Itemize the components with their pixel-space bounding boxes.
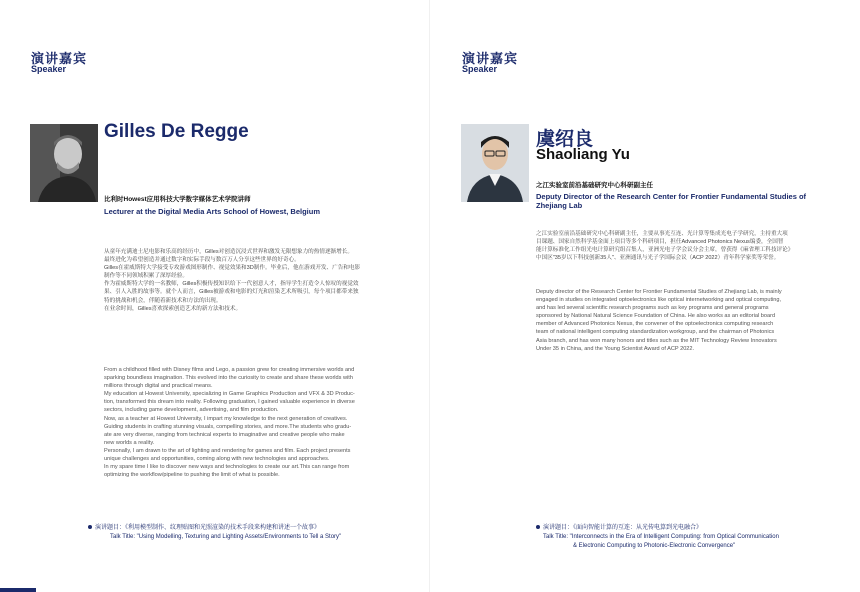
bio-zh-line: 之江实验室前沿基础研究中心科研副主任，主要从事光互连、光计算等集成光电子学研究，主持重大项	[536, 231, 788, 237]
section-title-zh: 演讲嘉宾	[462, 51, 519, 66]
bio-en-line: and has led several scientific research programs such as key programs and general programs	[536, 305, 769, 312]
bio-zh-line: 果、引人入胜的故事等。就个人而言，Gilles被游戏和电影的灯光和渲染艺术所吸引，每个项目都带来独	[104, 289, 359, 296]
bio-en-line: Now, as a teacher at Howest University, I impart my knowledge to the next generation of creatives.	[104, 415, 348, 422]
bio-en-line: ate are very diverse, ranging from technical experts to imaginative and creative people who make	[104, 431, 345, 438]
bio-en-line: team of national intelligent computing standardization workgroup, and the chairman of Photonics	[536, 329, 775, 336]
bullet-icon	[536, 525, 540, 529]
speaker-photo	[30, 124, 98, 202]
speaker-name-zh: 虞绍良	[536, 129, 594, 150]
bio-en-line: In my spare time I like to discover new ways and technologies to create our art.This can range from	[104, 464, 350, 471]
right-page	[430, 0, 860, 592]
section-title-en: Speaker	[462, 64, 498, 74]
bio-en-line: Under 35 in China, and the Young Scientist Award of ACP 2022.	[536, 345, 695, 352]
talk-title	[88, 524, 341, 542]
bio-en-line: new worlds a reality.	[104, 439, 155, 446]
bio-zh-line: 作为霍威斯特大学的一名教师，Gilles积极传授知识给下一代创意人才，指导学生打造令人惊叹的视觉效	[104, 281, 359, 288]
section-title-en: Speaker	[31, 64, 67, 74]
speaker-title-en-line: Deputy Director of the Research Center for Frontier Fundamental Studies of	[536, 192, 807, 201]
section-title-zh: 演讲嘉宾	[31, 51, 88, 66]
bio-en-line: Guiding students in crafting stunning visuals, compelling stories, and more.The students who gradu-	[104, 423, 352, 430]
speaker-title-en	[536, 192, 846, 210]
speaker-name: Gilles De Regge	[104, 121, 249, 142]
bio-zh-line: 能计算标准化工作组光电计算研究组召集人，亚洲光电子学会议分会主席，曾获得《麻省理工科技评论》	[536, 247, 794, 254]
bio-en-line: sponsored by National Natural Science Foundation of China. He also works as an editorial board	[536, 313, 776, 320]
bio-en-line: member of Advanced Photonics Nexus, the convener of the optoelectronics computing research	[536, 321, 774, 328]
bio-zh-line: 制作等不同领域积累了深厚经验。	[104, 273, 188, 280]
bio-zh	[104, 248, 404, 313]
bio-zh	[536, 230, 836, 262]
bio-en-line: From a childhood filled with Disney films and Lego, a passion grew for creating immersive worlds and	[104, 367, 355, 373]
bio-zh-line: Gilles在霍威斯特大学接受专攻游戏图形制作、视觉效果和3D制作。毕业后，他在游戏开发、广告和电影	[104, 265, 361, 272]
speaker-photo	[461, 124, 529, 202]
talk-title-zh: 演讲题目：《利用模型制作、纹理贴图和光照渲染的技术手段来构建和讲述一个故事》	[95, 525, 321, 531]
bio-en-line: unique challenges and opportunities, coming along with new technologies and approaches.	[104, 456, 330, 463]
speaker-title-en-line: Zhejiang Lab	[536, 201, 583, 210]
bio-zh-line: 最终进化为希望创造并通过数字和实际手段与数百万人分享这些世界的好奇心。	[104, 257, 300, 264]
bio-en-line: engaged in studies on integrated optoelectronics like optical internetworking and optical computing,	[536, 297, 782, 304]
bio-en-line: Deputy director of the Research Center for Frontier Fundamental Studies of Zhejiang Lab, is mainly	[536, 289, 782, 295]
bio-en-line: My education at Howest University, specializing in Game Graphics Production and VFX & 3D Produc-	[104, 391, 355, 398]
talk-title	[536, 524, 779, 551]
corner-accent-bar	[0, 588, 36, 592]
bio-en-line: Personally, I am drawn to the art of lighting and rendering for games and film. Each project presents	[104, 447, 351, 454]
bio-zh-line: 从童年充满迪士尼电影和乐高的经历中，Gilles对创造沉浸式世界和激发无限想象力的热情逐渐增长。	[104, 249, 353, 255]
talk-title-en-line: Talk Title: "Interconnects in the Era of Intelligent Computing: from Optical Communication	[543, 534, 779, 540]
speaker-name-en: Shaoliang Yu	[536, 146, 630, 163]
talk-title-zh: 演讲题目：《面向智能计算的互连：从光传电算到光电融合》	[543, 525, 703, 531]
bio-en	[104, 366, 404, 479]
bullet-icon	[88, 525, 92, 529]
bio-zh-line: 目课题、国家自然科学基金面上项目等多个科研项目，担任Advanced Photonics Nexus编委，全国智	[536, 239, 784, 246]
bio-en-line: Asia branch, and has won many honors and titles such as the MIT Technology Review Innovators	[536, 337, 777, 344]
talk-title-en-line: & Electronic Computing to Photonic-Electronic Convergence"	[573, 543, 736, 549]
bio-en-line: millions through digital and practical means.	[104, 383, 213, 390]
speaker-title-en: Lecturer at the Digital Media Arts School of Howest, Belgium	[104, 207, 321, 216]
bio-en-line: sectors, including game development, advertising, and film production.	[104, 407, 279, 414]
bio-en-line: sparking boundless imagination. This evolved into the curiosity to create and share these worlds with	[104, 375, 353, 382]
bio-en-line: tion, transformed this dream into reality. Following graduation, I gained valuable experience in diverse	[104, 399, 355, 406]
speaker-title-zh: 之江实验室前沿基础研究中心科研副主任	[536, 182, 653, 189]
speaker-title-zh: 比利时Howest应用科技大学数字媒体艺术学院讲师	[104, 196, 251, 203]
bio-zh-line: 特的挑战和机会，伴随着新技术和方法的出现。	[104, 297, 222, 304]
bio-zh-line: 在业余时间，Gilles喜欢探索创造艺术的新方法和技术。	[104, 305, 242, 312]
bio-en-line: optimizing the workflow/pipeline to pushing the limit of what is possible.	[104, 472, 280, 479]
talk-title-en: Talk Title: "Using Modelling, Texturing and Lighting Assets/Environments to Tell a Story"	[110, 534, 342, 540]
bio-zh-line: 中国区"35岁以下科技创新35人"、亚洲通讯与光子学国际会议（ACP 2022）青年科学家奖等荣誉。	[536, 255, 780, 262]
bio-en	[536, 288, 836, 353]
